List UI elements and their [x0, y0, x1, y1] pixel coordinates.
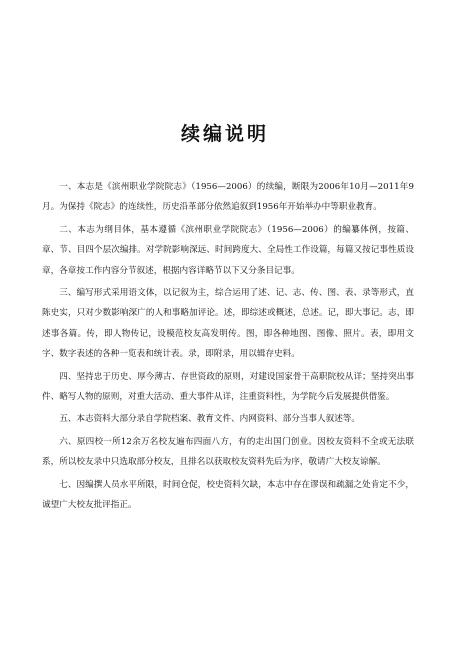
page-title: 续编说明 [180, 123, 269, 145]
paragraph-5: 五、本志资料大部分录自学院档案、教育文件、内网资料、部分当事人叙述等。 [59, 414, 360, 425]
document-body [42, 177, 414, 518]
paragraph-2: 二、本志为纲目体，基本遵循《滨州职业学院院志》（1956—2006）的编纂体例，按篇、章、节、目四个层次编排。对学院影响深远、时间跨度大、全局性工作设篇，每篇又按记事性质设章，各章按工作内容分节叙述，根据内容详略节以下又分条目记事。 [42, 224, 414, 276]
paragraph-3: 三、编写形式采用语文体，以记叙为主，综合运用了述、记、志、传、图、表、录等形式，直陈史实，只对少数影响深广的人和事略加评论。述，即综述或概述，总述。记，即大事记。志，即述事各篇。传，即人物传记，设模范校友高发明传。图，即各种地图、图像、照片。表，即用文字、数字表述的各种一览表和统计表。录，即附录，用以辑存史料。 [42, 288, 414, 360]
paragraph-6: 六、原四校一所12余万名校友遍布四面八方，有的走出国门创业。因校友资料不全或无法联系，所以校友录中只选取部分校友，且排名以获取校友资料先后为序，敬请广大校友谅解。 [42, 436, 414, 468]
paragraph-7: 七、因编撰人员水平所限，时间仓促，校史资料欠缺，本志中存在谬误和疏漏之处肯定不少，诚望广大校友批评指正。 [42, 479, 414, 511]
paragraph-1: 一、本志是《滨州职业学院院志》（1956—2006）的续编，断限为2006年10月—2011年9月。为保持《院志》的连续性，历史沿革部分依然追叙到1956年开始举办中等职业教育。 [42, 182, 414, 213]
paragraph-4: 四、坚持忠于历史、厚今薄古、存世资政的原则，对建设国家骨干高职院校从详；坚持突出事件、略写人物的原则，对重大活动、重大事件从详，注重资料性，为学院今后发展提供借鉴。 [42, 371, 414, 403]
